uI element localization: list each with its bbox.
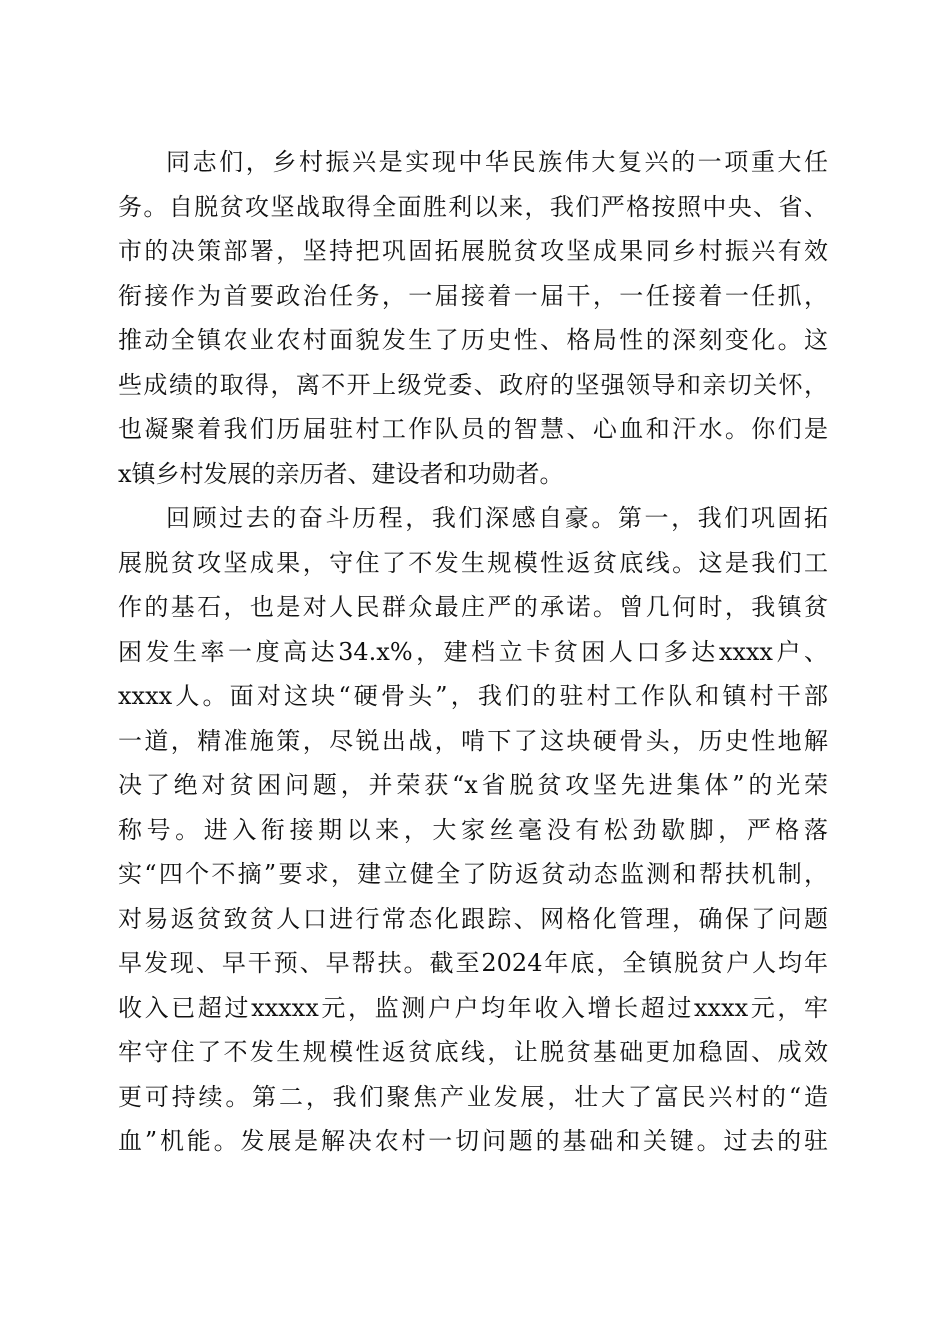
text-line: 牢守住了不发生规模性返贫底线，让脱贫基础更加稳固、成效 [118,1038,828,1066]
text-line: xxxx人。面对这块“硬骨头”，我们的驻村工作队和镇村干部 [118,682,828,710]
text-line: 更可持续。第二，我们聚焦产业发展，壮大了富民兴村的“造 [118,1082,828,1111]
text-line: 对易返贫致贫人口进行常态化跟踪、网格化管理，确保了问题 [118,904,828,933]
text-line: 市的决策部署，坚持把巩固拓展脱贫攻坚成果同乡村振兴有效 [118,237,828,265]
text-line: 称号。进入衔接期以来，大家丝毫没有松劲歇脚，严格落 [118,815,828,844]
text-line: 些成绩的取得，离不开上级党委、政府的坚强领导和亲切关怀， [118,370,828,399]
text-line: 展脱贫攻坚成果，守住了不发生规模性返贫底线。这是我们工 [118,548,828,577]
text-line: 务。自脱贫攻坚战取得全面胜利以来，我们严格按照中央、省、 [118,192,828,221]
text-line: 衔接作为首要政治任务，一届接着一届干，一任接着一任抓， [118,281,828,310]
text-line: 决了绝对贫困问题，并荣获“x省脱贫攻坚先进集体”的光荣 [118,771,828,799]
text-line: 早发现、早干预、早帮扶。截至2024年底，全镇脱贫户人均年 [118,949,828,977]
text-line: 血”机能。发展是解决农村一切问题的基础和关键。过去的驻 [118,1127,828,1155]
document-body [118,140,828,1164]
paragraph-2 [118,496,828,1164]
text-line: x镇乡村发展的亲历者、建设者和功勋者。 [118,459,564,488]
text-line: 回顾过去的奋斗历程，我们深感自豪。第一，我们巩固拓 [166,504,828,532]
text-line: 推动全镇农业农村面貌发生了历史性、格局性的深刻变化。这 [118,326,828,354]
text-line: 实“四个不摘”要求，建立健全了防返贫动态监测和帮扶机制， [118,860,828,888]
text-line: 困发生率一度高达34.x%，建档立卡贫困人口多达xxxx户、 [118,637,828,666]
text-line: 收入已超过xxxxx元，监测户户均年收入增长超过xxxx元，牢 [118,993,828,1022]
text-line: 也凝聚着我们历届驻村工作队员的智慧、心血和汗水。你们是 [118,415,828,443]
text-line: 作的基石，也是对人民群众最庄严的承诺。曾几何时，我镇贫 [118,593,828,621]
paragraph-1 [118,140,828,496]
text-line: 一道，精准施策，尽锐出战，啃下了这块硬骨头，历史性地解 [118,726,828,755]
text-line: 同志们，乡村振兴是实现中华民族伟大复兴的一项重大任 [166,148,828,176]
